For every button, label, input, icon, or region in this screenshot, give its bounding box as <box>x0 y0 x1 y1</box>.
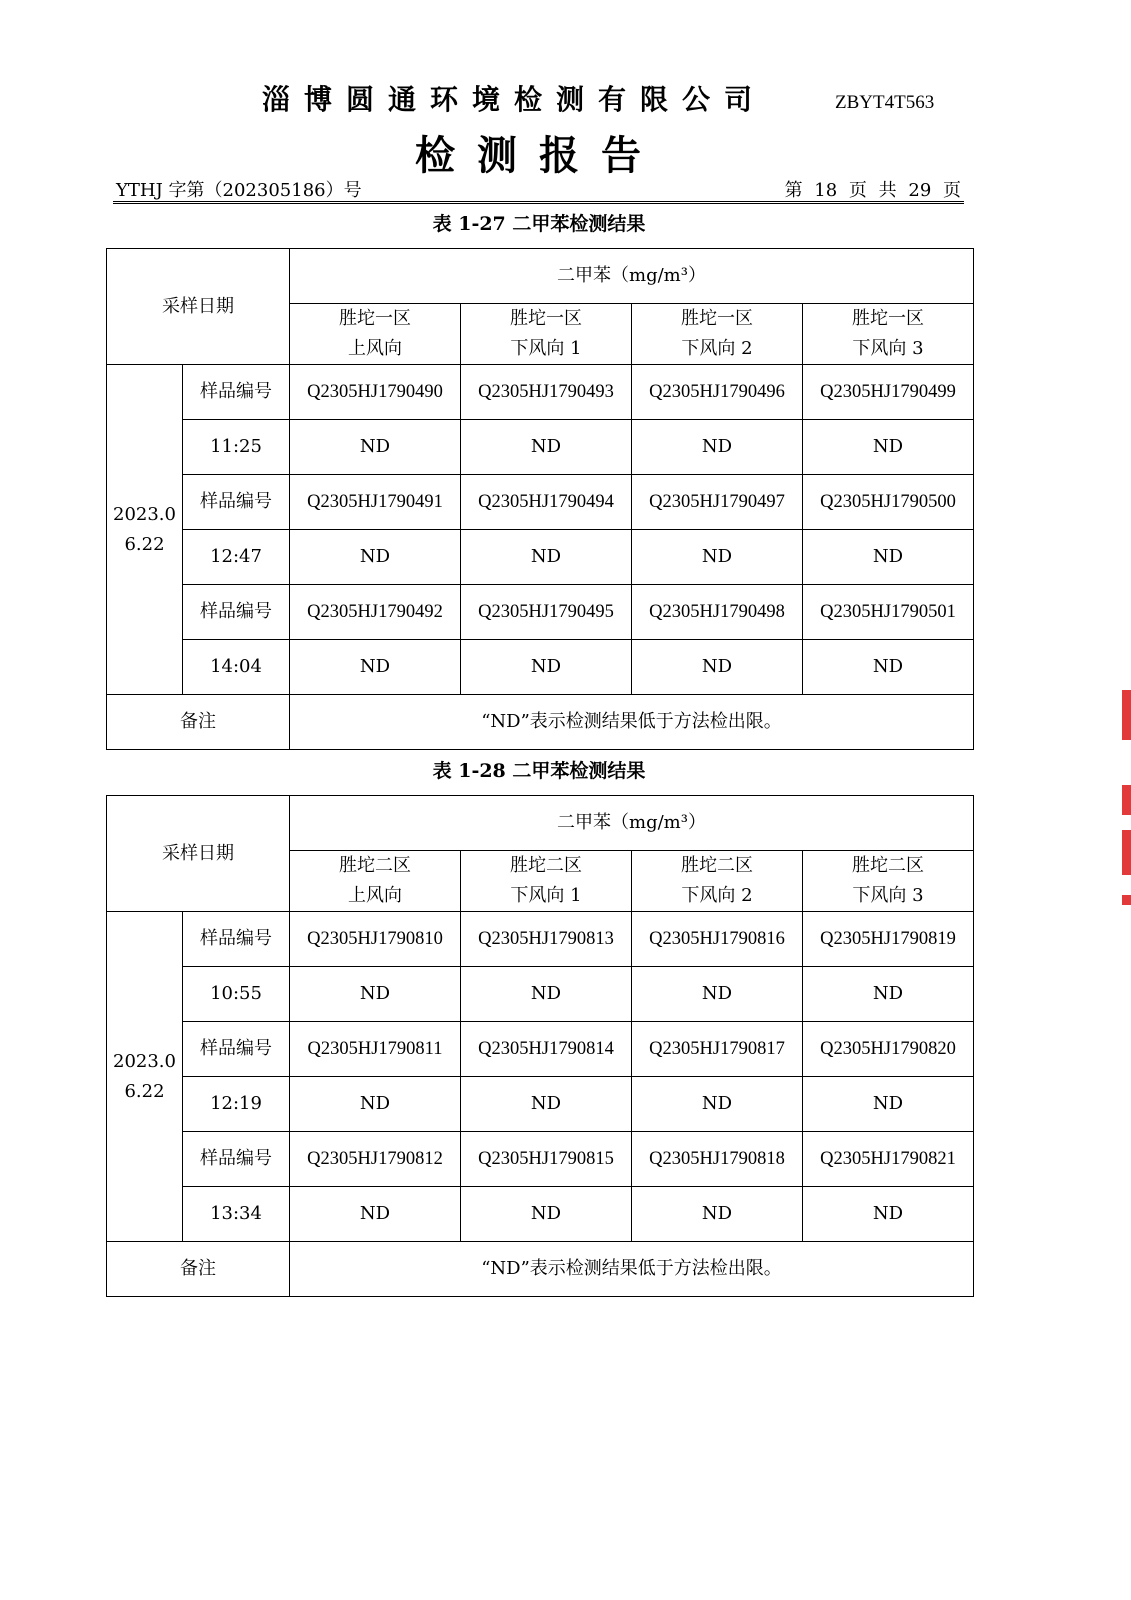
column-header: 胜坨二区 上风向 <box>290 851 461 912</box>
time-cell: 12:47 <box>183 530 290 585</box>
sample-id: Q2305HJ1790817 <box>632 1022 803 1077</box>
result-value: ND <box>461 640 632 695</box>
result-value: ND <box>290 530 461 585</box>
seal-stamp <box>1122 680 1131 910</box>
result-value: ND <box>461 1187 632 1242</box>
sample-id: Q2305HJ1790810 <box>290 912 461 967</box>
result-value: ND <box>803 1077 974 1132</box>
result-value: ND <box>461 1077 632 1132</box>
date-cell: 2023.06.22 <box>107 365 183 695</box>
result-value: ND <box>290 1187 461 1242</box>
time-cell: 13:34 <box>183 1187 290 1242</box>
row-label: 样品编号 <box>183 1022 290 1077</box>
column-header: 胜坨一区 下风向 1 <box>461 304 632 365</box>
sample-id: Q2305HJ1790492 <box>290 585 461 640</box>
sample-id: Q2305HJ1790812 <box>290 1132 461 1187</box>
page-info: 第 18 页 共 29 页 <box>784 180 961 201</box>
result-row <box>107 640 974 695</box>
result-value: ND <box>290 420 461 475</box>
report-number: YTHJ 字第（202305186）号 <box>116 180 362 201</box>
remark-label: 备注 <box>107 695 290 750</box>
results-table <box>106 795 974 1297</box>
parameter-header: 二甲苯（mg/m³） <box>290 796 974 851</box>
row-label: 样品编号 <box>183 475 290 530</box>
sample-id: Q2305HJ1790500 <box>803 475 974 530</box>
result-row <box>107 967 974 1022</box>
result-value: ND <box>461 530 632 585</box>
time-cell: 12:19 <box>183 1077 290 1132</box>
sample-id-row <box>107 365 974 420</box>
date-header: 采样日期 <box>107 796 290 912</box>
sample-id-row <box>107 475 974 530</box>
remark-row <box>107 1242 974 1297</box>
sample-id-row <box>107 912 974 967</box>
sample-id: Q2305HJ1790493 <box>461 365 632 420</box>
sample-id: Q2305HJ1790811 <box>290 1022 461 1077</box>
sample-id-row <box>107 585 974 640</box>
date-cell: 2023.06.22 <box>107 912 183 1242</box>
row-label: 样品编号 <box>183 912 290 967</box>
result-value: ND <box>632 967 803 1022</box>
row-label: 样品编号 <box>183 1132 290 1187</box>
result-value: ND <box>803 1187 974 1242</box>
sample-id: Q2305HJ1790491 <box>290 475 461 530</box>
column-header: 胜坨二区 下风向 3 <box>803 851 974 912</box>
column-header: 胜坨一区 下风向 3 <box>803 304 974 365</box>
table-caption: 表 1-27 二甲苯检测结果 <box>432 213 646 235</box>
result-value: ND <box>632 1187 803 1242</box>
sample-id: Q2305HJ1790816 <box>632 912 803 967</box>
column-header: 胜坨二区 下风向 1 <box>461 851 632 912</box>
sample-id: Q2305HJ1790496 <box>632 365 803 420</box>
table-caption: 表 1-28 二甲苯检测结果 <box>432 760 646 782</box>
column-header: 胜坨一区 上风向 <box>290 304 461 365</box>
report-title: 检测报告 <box>415 132 663 179</box>
result-value: ND <box>803 640 974 695</box>
result-value: ND <box>803 420 974 475</box>
sample-id: Q2305HJ1790499 <box>803 365 974 420</box>
date-header: 采样日期 <box>107 249 290 365</box>
sample-id: Q2305HJ1790497 <box>632 475 803 530</box>
sample-id: Q2305HJ1790818 <box>632 1132 803 1187</box>
row-label: 样品编号 <box>183 585 290 640</box>
remark-label: 备注 <box>107 1242 290 1297</box>
result-value: ND <box>632 530 803 585</box>
column-header: 胜坨二区 下风向 2 <box>632 851 803 912</box>
result-value: ND <box>632 420 803 475</box>
result-row <box>107 420 974 475</box>
sample-id: Q2305HJ1790490 <box>290 365 461 420</box>
sample-id: Q2305HJ1790819 <box>803 912 974 967</box>
header-divider <box>113 201 964 204</box>
sample-id: Q2305HJ1790821 <box>803 1132 974 1187</box>
result-value: ND <box>290 640 461 695</box>
result-value: ND <box>632 640 803 695</box>
sample-id: Q2305HJ1790820 <box>803 1022 974 1077</box>
sample-id: Q2305HJ1790814 <box>461 1022 632 1077</box>
remark-row <box>107 695 974 750</box>
company-name: 淄博圆通环境检测有限公司 <box>261 83 766 116</box>
result-value: ND <box>290 967 461 1022</box>
result-value: ND <box>803 530 974 585</box>
result-row <box>107 530 974 585</box>
column-header: 胜坨一区 下风向 2 <box>632 304 803 365</box>
remark-text: “ND”表示检测结果低于方法检出限。 <box>290 695 974 750</box>
result-value: ND <box>632 1077 803 1132</box>
remark-text: “ND”表示检测结果低于方法检出限。 <box>290 1242 974 1297</box>
parameter-header: 二甲苯（mg/m³） <box>290 249 974 304</box>
sample-id: Q2305HJ1790495 <box>461 585 632 640</box>
row-label: 样品编号 <box>183 365 290 420</box>
result-value: ND <box>461 967 632 1022</box>
results-table <box>106 248 974 750</box>
sample-id: Q2305HJ1790501 <box>803 585 974 640</box>
time-cell: 10:55 <box>183 967 290 1022</box>
sample-id: Q2305HJ1790494 <box>461 475 632 530</box>
sample-id: Q2305HJ1790498 <box>632 585 803 640</box>
sample-id: Q2305HJ1790815 <box>461 1132 632 1187</box>
sample-id-row <box>107 1132 974 1187</box>
result-value: ND <box>803 967 974 1022</box>
sample-id: Q2305HJ1790813 <box>461 912 632 967</box>
document-code: ZBYT4T563 <box>835 92 935 113</box>
sample-id-row <box>107 1022 974 1077</box>
time-cell: 11:25 <box>183 420 290 475</box>
result-row <box>107 1187 974 1242</box>
result-value: ND <box>461 420 632 475</box>
result-value: ND <box>290 1077 461 1132</box>
time-cell: 14:04 <box>183 640 290 695</box>
result-row <box>107 1077 974 1132</box>
